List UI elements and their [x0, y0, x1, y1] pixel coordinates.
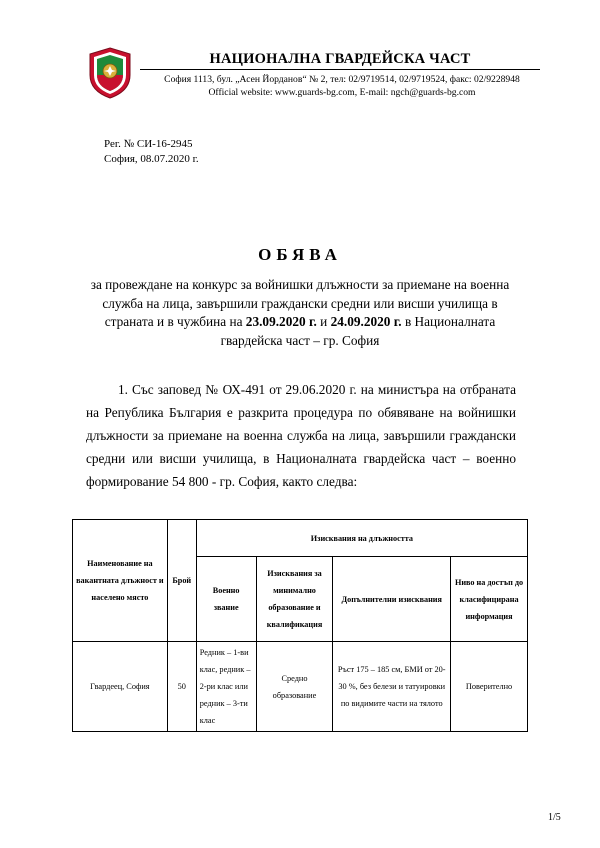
header-additional: Допълнителни изисквания	[333, 557, 451, 642]
registration-number: Рег. № СИ-16-2945	[104, 138, 193, 150]
cell-position: Гвардеец, София	[73, 642, 168, 732]
header-rank: Военно звание	[196, 557, 256, 642]
header-position: Наименование на вакантната длъжност и населено място	[73, 520, 168, 642]
vacancy-table	[72, 519, 528, 732]
cell-education: Средно образование	[256, 642, 333, 732]
subtitle-text-2: и	[316, 314, 331, 329]
header-count: Брой	[167, 520, 196, 642]
table-row	[73, 642, 528, 732]
document-title: ОБЯВА	[258, 245, 342, 264]
cell-rank: Редник – 1-ви клас, редник – 2-ри клас или редник – 3-ти клас	[196, 642, 256, 732]
cell-additional: Ръст 175 – 185 см, БМИ от 20-30 %, без белези и татуировки по видимите части на тялото	[333, 642, 451, 732]
page-number: 1/5	[548, 812, 561, 823]
subtitle-date-1: 23.09.2020 г.	[245, 314, 317, 329]
body-paragraph: 1. Със заповед № ОХ-491 от 29.06.2020 г. на министъра на отбраната на Република България е разкрита процедура по обявяване на войнишки длъжности за приемане на военна служба на лица, завършили граждански средни или висши училища, в Националната гвардейска част – военно формирование 54 800 - гр. София, както следва:	[86, 382, 516, 489]
organization-website: Official website: www.guards-bg.com, E-mail: ngch@guards-bg.com	[208, 87, 476, 98]
header-clearance: Ниво на достъп до класифицирана информация	[451, 557, 528, 642]
organization-name: НАЦИОНАЛНА ГВАРДЕЙСКА ЧАСТ	[209, 51, 471, 67]
header-education: Изисквания за минимално образование и квалификация	[256, 557, 333, 642]
subtitle-date-2: 24.09.2020 г.	[330, 314, 402, 329]
header-requirements: Изисквания на длъжността	[196, 520, 527, 557]
organization-address: София 1113, бул. „Асен Йорданов“ № 2, тел: 02/9719514, 02/9719524, факс: 02/9228948	[164, 74, 520, 85]
subtitle-text-1: за провеждане на конкурс за войнишки длъжности за приемане на военна служба на лица, завършили граждански средни или висши училища в страната и в чужбина на	[90, 277, 510, 329]
national-guard-emblem	[88, 47, 132, 99]
header-divider	[140, 69, 540, 70]
document-subtitle	[90, 276, 510, 350]
place-and-date: София, 08.07.2020 г.	[104, 153, 199, 165]
subtitle-text-3: в Националната гвардейска част – гр. София	[220, 314, 496, 348]
cell-count: 50	[167, 642, 196, 732]
cell-clearance: Поверително	[451, 642, 528, 732]
